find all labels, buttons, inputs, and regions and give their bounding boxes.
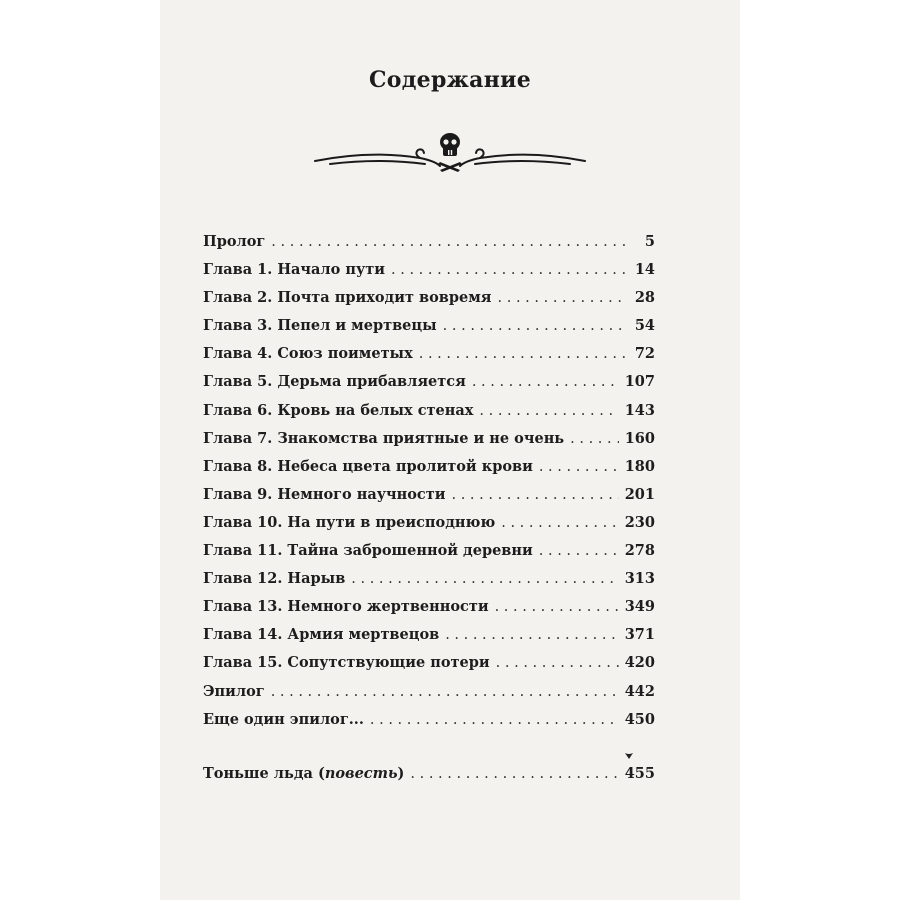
toc-entry bbox=[203, 340, 655, 368]
toc-entry bbox=[203, 481, 655, 509]
toc-entry-label: Глава 6. Кровь на белых стенах bbox=[203, 401, 474, 419]
toc-entry bbox=[203, 228, 655, 256]
leader-dots bbox=[452, 481, 619, 509]
leader-dots bbox=[391, 256, 625, 284]
toc-entry bbox=[203, 397, 655, 425]
toc-entry-label: Глава 5. Дерьма прибавляется bbox=[203, 373, 466, 391]
leader-dots bbox=[496, 649, 619, 677]
book-page bbox=[160, 0, 740, 900]
leader-dots bbox=[370, 706, 619, 734]
toc-entry bbox=[203, 509, 655, 537]
toc-entry-label: Еще один эпилог... bbox=[203, 710, 364, 728]
toc-entry-label: Пролог bbox=[203, 233, 266, 250]
leader-dots bbox=[445, 621, 619, 649]
toc-entry-page: 349 bbox=[624, 598, 655, 616]
toc-entry bbox=[203, 312, 655, 340]
toc-entry-page: 230 bbox=[624, 513, 655, 531]
leader-dots bbox=[501, 509, 618, 537]
toc-entry-label: Глава 13. Немного жертвенности bbox=[203, 598, 489, 616]
leader-dots bbox=[419, 340, 625, 368]
toc-entry-page: 160 bbox=[624, 429, 655, 447]
leader-dots bbox=[410, 760, 618, 788]
toc-entry bbox=[203, 678, 655, 706]
novella-title: Тоньше льда bbox=[203, 764, 313, 782]
toc-entry-page: 143 bbox=[624, 401, 655, 419]
toc-entry-page: 371 bbox=[624, 626, 655, 644]
toc-entry bbox=[203, 565, 655, 593]
toc-entry-label: Тоньше льда (повесть) bbox=[203, 764, 405, 782]
toc-entry-page: 54 bbox=[634, 317, 655, 335]
leader-dots bbox=[443, 312, 625, 340]
toc-entry-page: 455 bbox=[624, 764, 655, 782]
leader-dots bbox=[351, 565, 618, 593]
toc-entry bbox=[203, 621, 655, 649]
toc-entry-label: Глава 12. Нарыв bbox=[203, 570, 346, 588]
toc-list bbox=[203, 228, 655, 788]
toc-entry bbox=[203, 284, 655, 312]
toc-entry-label: Эпилог bbox=[203, 682, 265, 700]
toc-entry-page: 72 bbox=[634, 345, 655, 363]
toc-entry-label: Глава 15. Сопутствующие потери bbox=[203, 654, 490, 672]
toc-entry-page: 442 bbox=[624, 682, 655, 700]
toc-entry-page: 107 bbox=[624, 373, 655, 391]
toc-entry-label: Глава 10. На пути в преисподнюю bbox=[203, 513, 496, 531]
leader-dots bbox=[495, 593, 619, 621]
toc-entry-page: 450 bbox=[624, 710, 655, 728]
toc-entry bbox=[203, 256, 655, 284]
toc-entry bbox=[203, 706, 655, 734]
toc-entry-page: 313 bbox=[624, 570, 655, 588]
toc-entry-label: Глава 3. Пепел и мертвецы bbox=[203, 317, 437, 335]
toc-entry-label: Глава 14. Армия мертвецов bbox=[203, 626, 440, 644]
toc-entry-label: Глава 9. Немного научности bbox=[203, 485, 446, 503]
toc-entry-label: Глава 11. Тайна заброшенной деревни bbox=[203, 542, 533, 560]
leader-dots bbox=[570, 425, 619, 453]
toc-entry-page: 5 bbox=[644, 233, 655, 250]
toc-entry bbox=[203, 368, 655, 396]
leader-dots bbox=[498, 284, 625, 312]
printer-mark-icon bbox=[624, 752, 634, 760]
toc-entry bbox=[203, 425, 655, 453]
leader-dots bbox=[271, 678, 619, 706]
toc-entry bbox=[203, 453, 655, 481]
toc-entry-label: Глава 2. Почта приходит вовремя bbox=[203, 289, 492, 307]
skull-flourish-icon bbox=[310, 128, 590, 178]
toc-entry bbox=[203, 649, 655, 677]
novella-note: повесть bbox=[324, 764, 398, 782]
toc-entry-page: 180 bbox=[624, 457, 655, 475]
toc-entry-label: Глава 8. Небеса цвета пролитой крови bbox=[203, 457, 533, 475]
toc-entry-page: 278 bbox=[624, 542, 655, 560]
leader-dots bbox=[271, 228, 625, 256]
leader-dots bbox=[539, 537, 619, 565]
leader-dots bbox=[472, 368, 619, 396]
page-title: Содержание bbox=[368, 67, 532, 93]
leader-dots bbox=[479, 397, 618, 425]
toc-entry-page: 201 bbox=[624, 485, 655, 503]
toc-entry-page: 28 bbox=[634, 289, 655, 307]
toc-entry bbox=[203, 537, 655, 565]
toc-entry-page: 14 bbox=[634, 261, 655, 279]
leader-dots bbox=[539, 453, 619, 481]
toc-entry-label: Глава 4. Союз поиметых bbox=[203, 345, 413, 363]
toc-entry-label: Глава 7. Знакомства приятные и не очень bbox=[203, 429, 565, 447]
toc-entry bbox=[203, 593, 655, 621]
toc-entry-novella bbox=[203, 760, 655, 788]
toc-entry-label: Глава 1. Начало пути bbox=[203, 261, 386, 279]
toc-entry-page: 420 bbox=[624, 654, 655, 672]
